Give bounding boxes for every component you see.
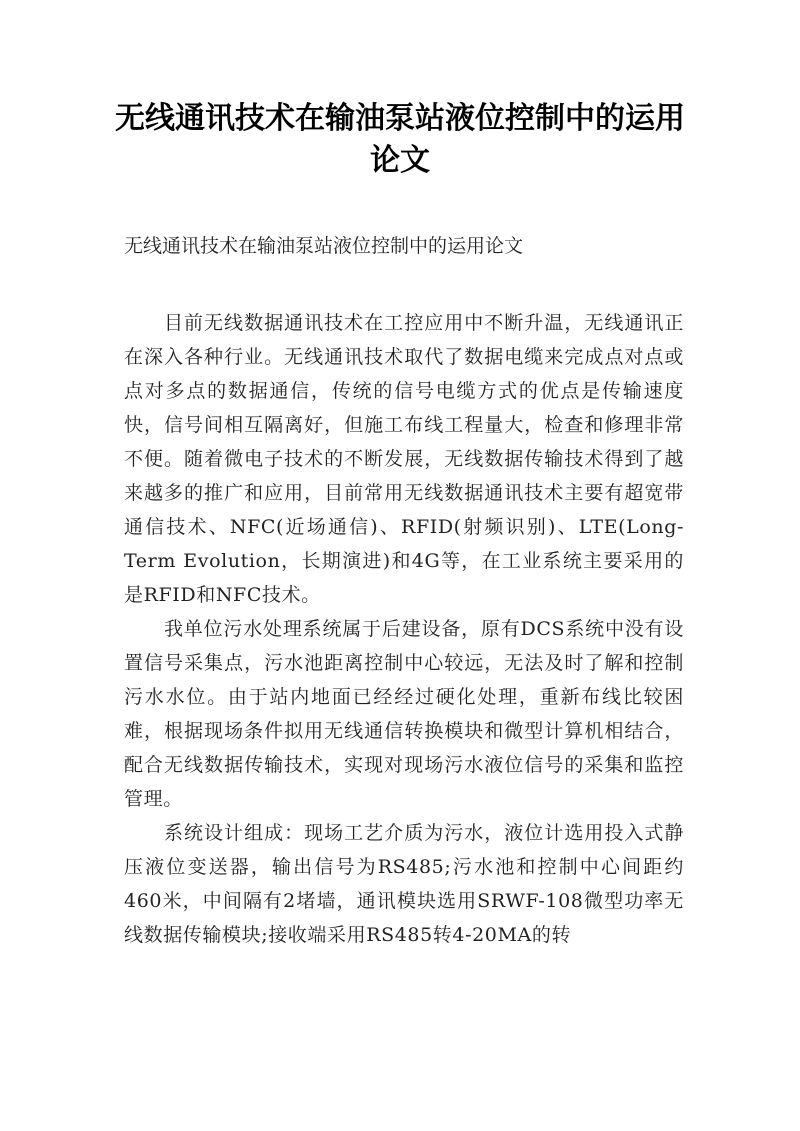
- paragraph: 目前无线数据通讯技术在工控应用中不断升温，无线通讯正在深入各种行业。无线通讯技术取代了数据电缆来完成点对点或点对多点的数据通信，传统的信号电缆方式的优点是传输速度快，信号间相互隔离好，但施工布线工程量大，检查和修理非常不便。随着微电子技术的不断发展，无线数据传输技术得到了越来越多的推广和应用，目前常用无线数据通讯技术主要有超宽带通信技术、NFC(近场通信)、RFID(射频识别)、LTE(Long-Term Evolution，长期演进)和4G等，在工业系统主要采用的是RFID和NFC技术。: [124, 312, 684, 606]
- paragraph: 系统设计组成：现场工艺介质为污水，液位计选用投入式静压液位变送器，输出信号为RS485;污水池和控制中心间距约460米，中间隔有2堵墙，通讯模块选用SRWF-108微型功率无线数据传输模块;接收端采用RS485转4-20MA的转: [124, 822, 684, 946]
- document-subtitle: 无线通讯技术在输油泵站液位控制中的运用论文: [124, 235, 524, 257]
- document-body: [124, 306, 684, 952]
- paragraph: 我单位污水处理系统属于后建设备，原有DCS系统中没有设置信号采集点，污水池距离控制中心较远，无法及时了解和控制污水水位。由于站内地面已经经过硬化处理，重新布线比较困难，根据现场条件拟用无线通信转换模块和微型计算机相结合，配合无线数据传输技术，实现对现场污水液位信号的采集和监控管理。: [124, 618, 684, 810]
- document-title: 无线通讯技术在输油泵站液位控制中的运用论文: [115, 101, 685, 178]
